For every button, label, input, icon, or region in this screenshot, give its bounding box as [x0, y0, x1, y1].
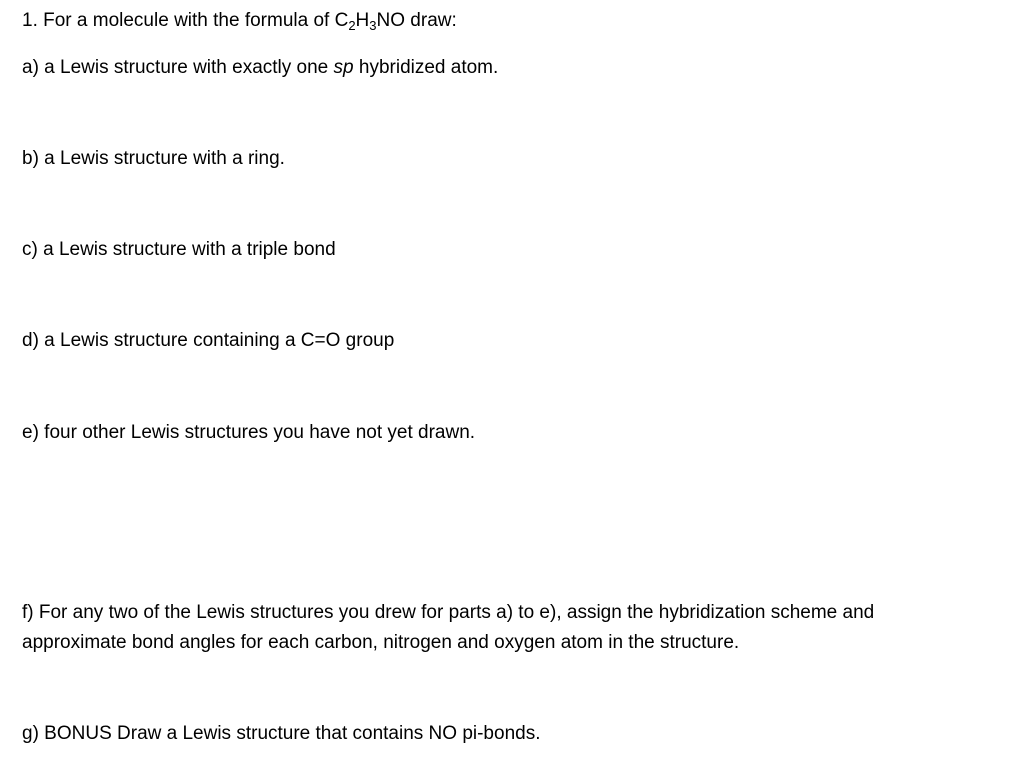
part-g: g) BONUS Draw a Lewis structure that contains NO pi-bonds.: [22, 723, 541, 744]
part-c: c) a Lewis structure with a triple bond: [22, 239, 336, 260]
part-a-emphasis: sp: [333, 57, 354, 78]
question-title: [22, 6, 457, 36]
part-d: d) a Lewis structure containing a C=O group: [22, 330, 395, 351]
part-a: [22, 53, 498, 83]
formula-subscript-h: 3: [369, 18, 377, 33]
question-intro-suffix: NO draw:: [376, 10, 457, 31]
part-f-line1: f) For any two of the Lewis structures you drew for parts a) to e), assign the hybridization scheme and: [22, 602, 875, 623]
formula-subscript-c: 2: [348, 18, 356, 33]
question-intro-prefix: 1. For a molecule with the formula of C: [22, 10, 349, 31]
formula-hydrogen: H: [355, 10, 370, 31]
part-e: e) four other Lewis structures you have not yet drawn.: [22, 422, 476, 443]
part-b: b) a Lewis structure with a ring.: [22, 148, 285, 169]
part-a-prefix: a) a Lewis structure with exactly one: [22, 57, 334, 78]
part-a-suffix: hybridized atom.: [353, 57, 499, 78]
part-f-line2: approximate bond angles for each carbon, nitrogen and oxygen atom in the structure.: [22, 632, 740, 653]
